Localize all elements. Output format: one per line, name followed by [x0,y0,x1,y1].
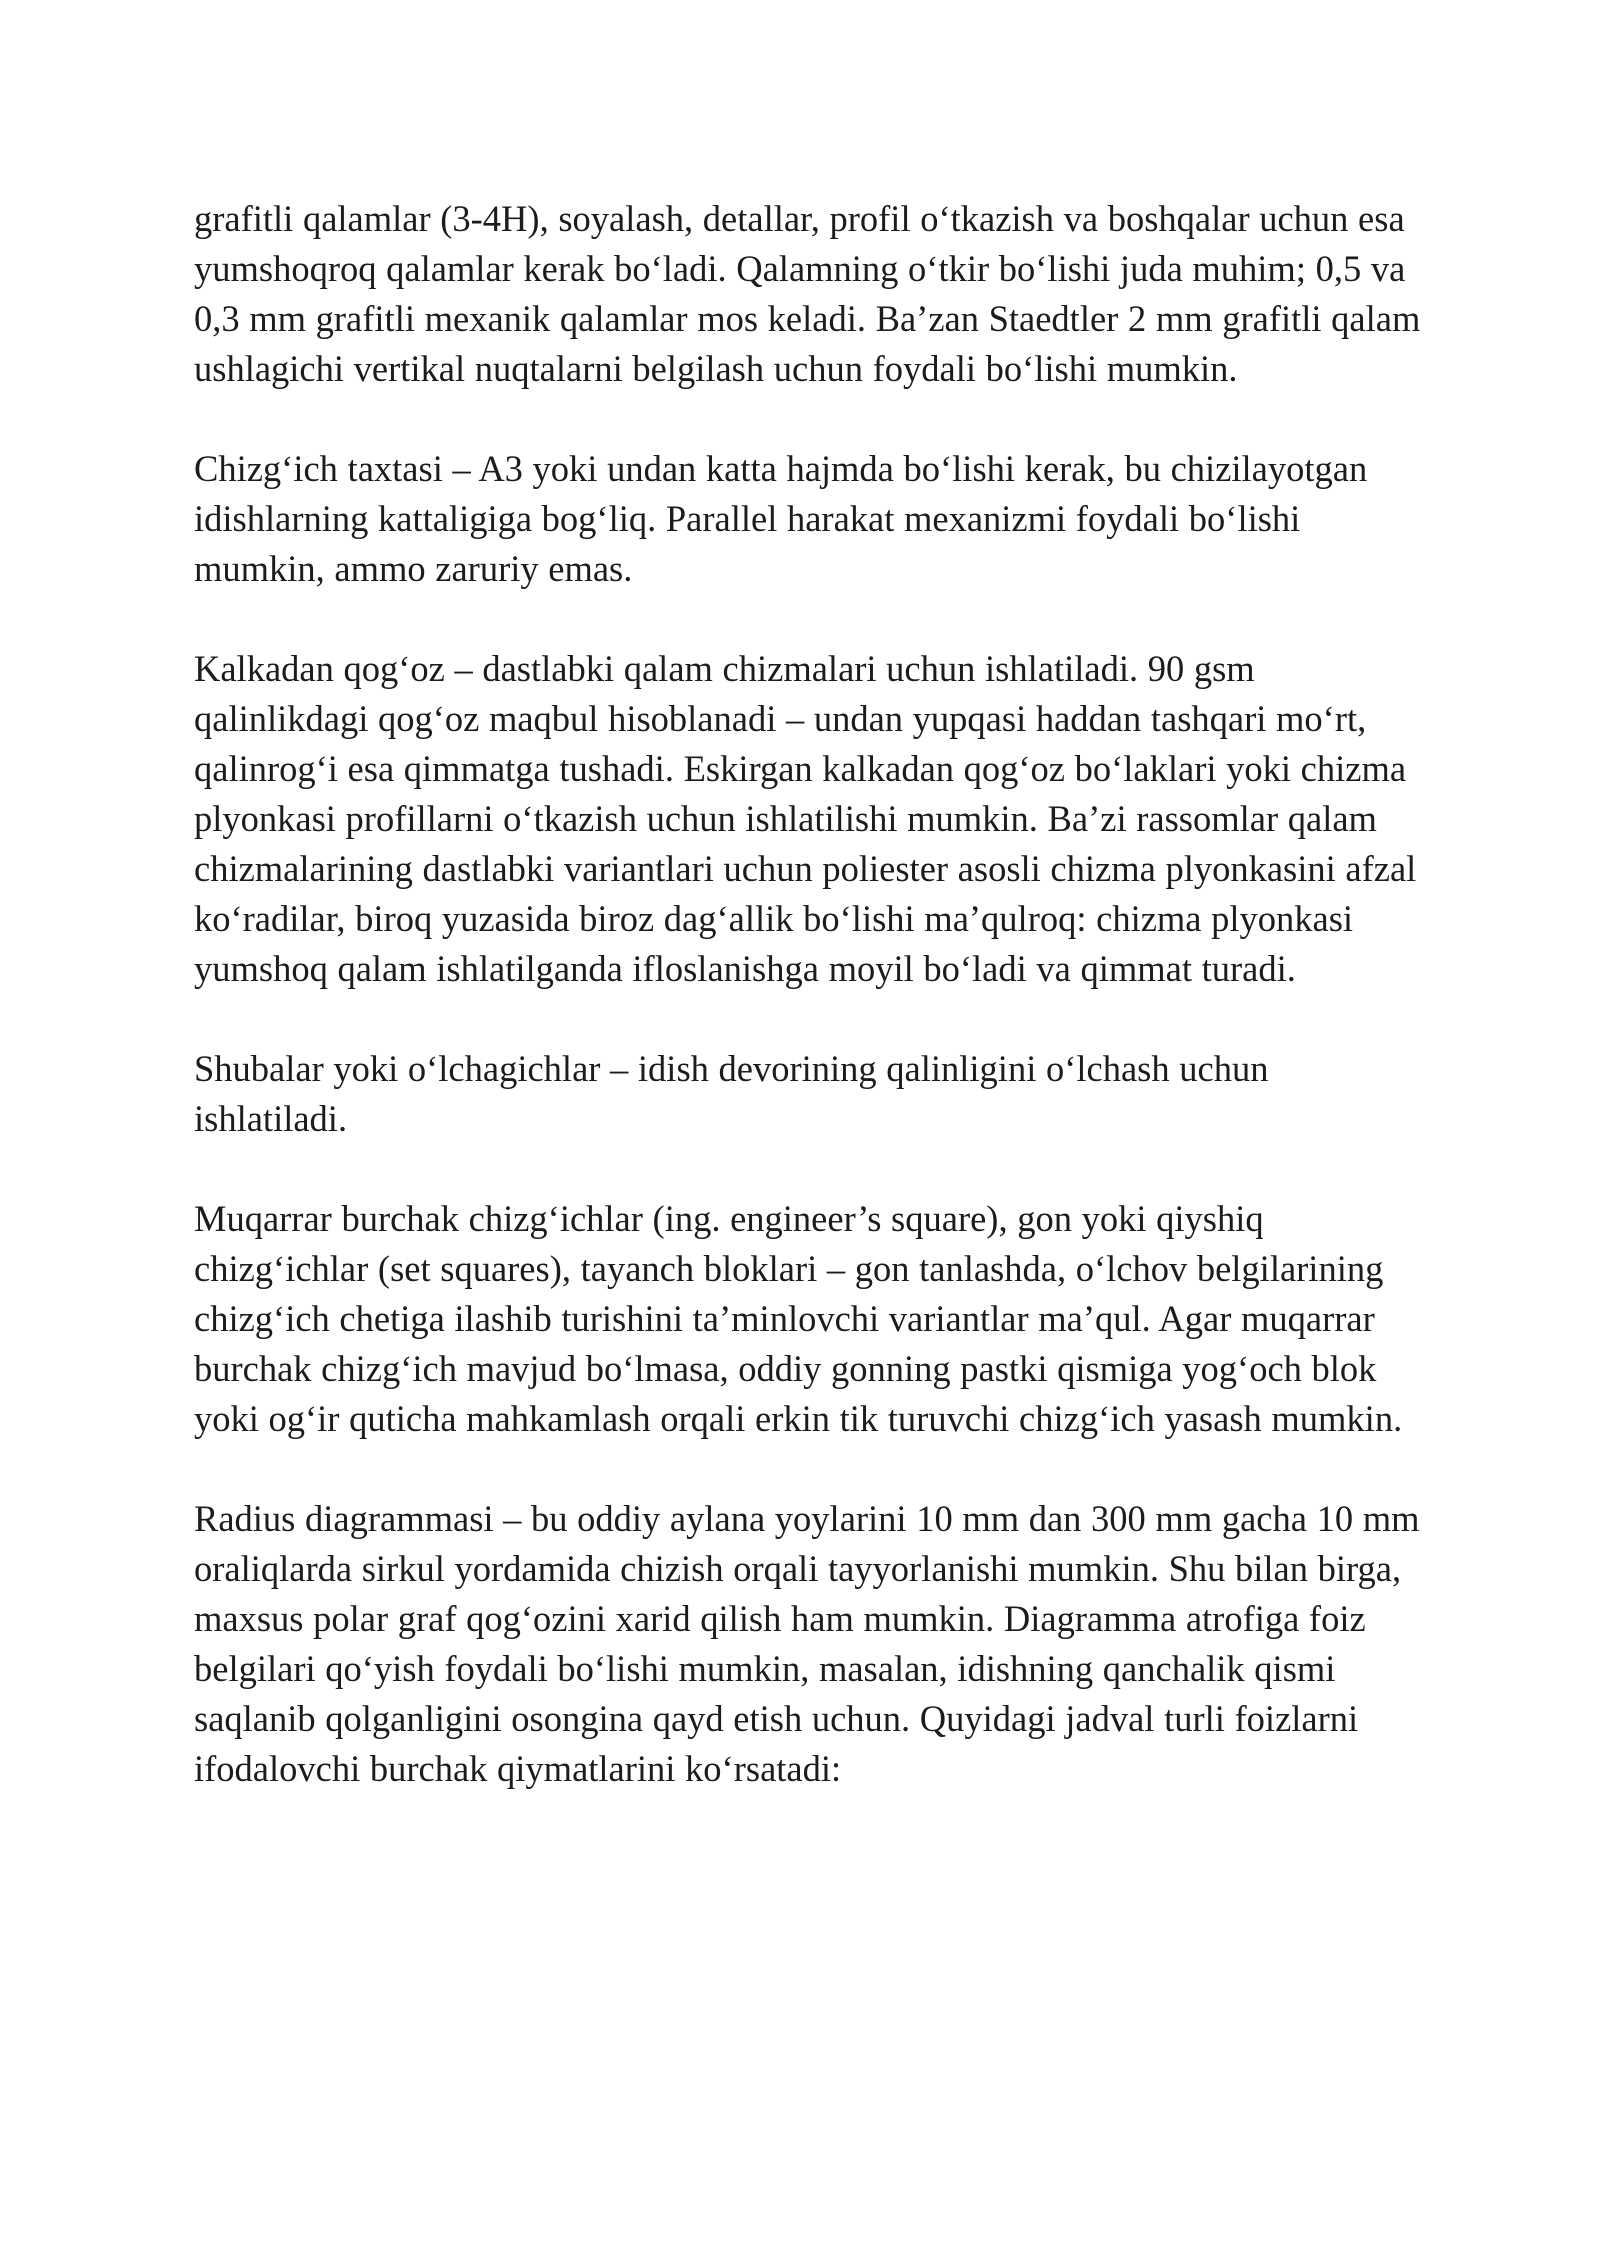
paragraph-pencils: grafitli qalamlar (3-4H), soyalash, detallar, profil o‘tkazish va boshqalar uchun esa yumshoqroq qalamlar kerak bo‘ladi. Qalamning o‘tkir bo‘lishi juda muhim; 0,5 va 0,3 mm grafitli mexanik qalamlar mos keladi. Ba’zan Staedtler 2 mm grafitli qalam ushlagichi vertikal nuqtalarni belgilash uchun foydali bo‘lishi mumkin. [194,198,1421,389]
paragraph-calipers: Shubalar yoki o‘lchagichlar – idish devorining qalinligini o‘lchash uchun ishlatiladi. [194,1048,1269,1139]
paragraph-squares: Muqarrar burchak chizg‘ichlar (ing. engineer’s square), gon yoki qiyshiq chizg‘ichlar (set squares), tayanch bloklari – gon tanlashda, o‘lchov belgilarining chizg‘ich chetiga ilashib turishini ta’minlovchi variantlar ma’qul. Agar muqarrar burchak chizg‘ich mavjud bo‘lmasa, oddiy gonning pastki qismiga yog‘och blok yoki og‘ir quticha mahkamlash orqali erkin tik turuvchi chizg‘ich yasash mumkin. [194,1198,1403,1439]
paragraph-tracing-paper: Kalkadan qog‘oz – dastlabki qalam chizmalari uchun ishlatiladi. 90 gsm qalinlikdagi qog‘oz maqbul hisoblanadi – undan yupqasi haddan tashqari mo‘rt, qalinrog‘i esa qimmatga tushadi. Eskirgan kalkadan qog‘oz bo‘laklari yoki chizma plyonkasi profillarni o‘tkazish uchun ishlatilishi mumkin. Ba’zi rassomlar qalam chizmalarining dastlabki variantlari uchun poliester asosli chizma plyonkasini afzal ko‘radilar, biroq yuzasida biroz dag‘allik bo‘lishi ma’qulroq: chizma plyonkasi yumshoq qalam ishlatilganda ifloslanishga moyil bo‘ladi va qimmat turadi. [194,648,1417,989]
document-body [194,194,1424,1794]
paragraph-drawing-board: Chizg‘ich taxtasi – A3 yoki undan katta hajmda bo‘lishi kerak, bu chizilayotgan idishlarning kattaligiga bog‘liq. Parallel harakat mexanizmi foydali bo‘lishi mumkin, ammo zaruriy emas. [194,448,1368,589]
paragraph-radius-chart: Radius diagrammasi – bu oddiy aylana yoylarini 10 mm dan 300 mm gacha 10 mm oraliqlarda sirkul yordamida chizish orqali tayyorlanishi mumkin. Shu bilan birga, maxsus polar graf qog‘ozini xarid qilish ham mumkin. Diagramma atrofiga foiz belgilari qo‘yish foydali bo‘lishi mumkin, masalan, idishning qanchalik qismi saqlanib qolganligini osongina qayd etish uchun. Quyidagi jadval turli foizlarni ifodalovchi burchak qiymatlarini ko‘rsatadi: [194,1498,1420,1789]
